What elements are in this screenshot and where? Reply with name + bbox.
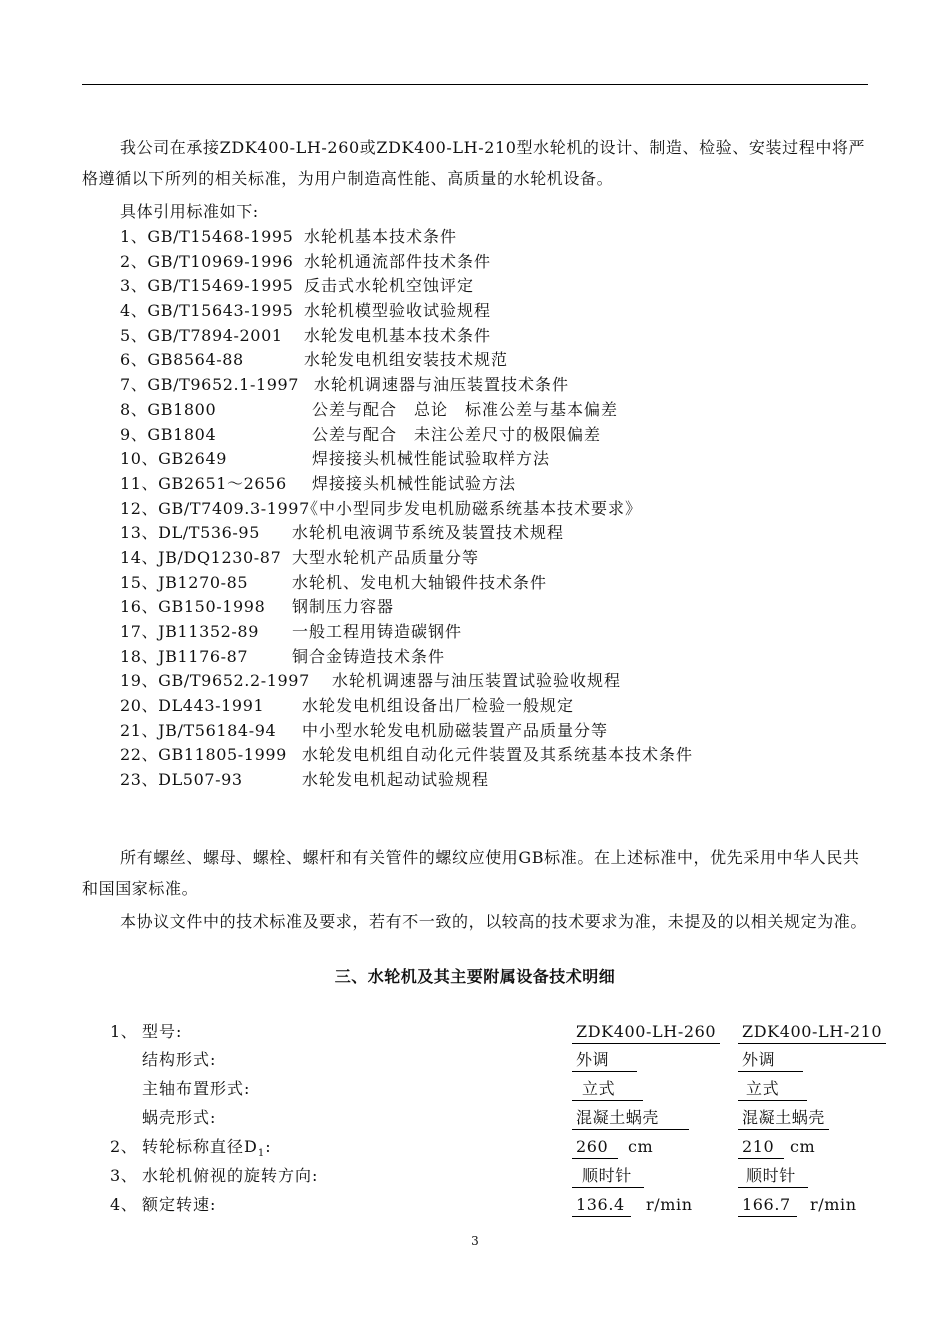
standard-title: 中小型水轮发电机励磁装置产品质量分等 xyxy=(302,720,609,740)
standard-code: 6、GB8564-88 xyxy=(120,350,244,370)
spec-value-a: 顺时针 xyxy=(572,1165,644,1188)
standard-code: 12、GB/T7409.3-1997 xyxy=(120,498,310,518)
spec-value-a: 136.4 xyxy=(572,1194,631,1217)
standard-code: 16、GB150-1998 xyxy=(120,597,266,617)
standard-title: 一般工程用铸造碳钢件 xyxy=(292,622,463,641)
spec-value-a: 混凝土蜗壳 xyxy=(572,1107,689,1130)
standard-code: 10、GB2649 xyxy=(120,449,228,469)
spec-row-runner-diameter xyxy=(0,1133,950,1161)
spec-label: 主轴布置形式: xyxy=(142,1079,251,1098)
spec-value-b: 混凝土蜗壳 xyxy=(738,1107,829,1130)
standard-title: 水轮发电机组自动化元件装置及其系统基本技术条件 xyxy=(302,745,694,765)
spec-value-b: 顺时针 xyxy=(738,1165,808,1188)
standard-title: 水轮机、发电机大轴锻件技术条件 xyxy=(292,572,548,592)
spec-number: 1、 xyxy=(110,1022,138,1041)
note-paragraph-2: 本协议文件中的技术标准及要求，若有不一致的，以较高的技术要求为准，未提及的以相关规定为准。 xyxy=(120,912,868,931)
spec-value-a: 立式 xyxy=(572,1078,643,1101)
standard-title: 水轮发电机组设备出厂检验一般规定 xyxy=(302,696,575,716)
standard-title: 焊接接头机械性能试验取样方法 xyxy=(312,449,551,469)
standard-code: 18、JB1176-87 xyxy=(120,646,249,666)
standard-title: 水轮机调速器与油压装置试验验收规程 xyxy=(332,671,622,691)
spec-value-b: ZDK400-LH-210 xyxy=(738,1021,886,1044)
spec-unit-b: cm xyxy=(790,1137,816,1156)
standard-code: 11、GB2651～2656 xyxy=(120,473,287,493)
spec-row-shaft-layout xyxy=(0,1075,950,1103)
section-heading: 三、水轮机及其主要附属设备技术明细 xyxy=(334,967,616,986)
standard-title: 铜合金铸造技术条件 xyxy=(292,646,446,666)
spec-value-b: 210 xyxy=(738,1136,784,1159)
intro-paragraph: 我公司在承接ZDK400-LH-260或ZDK400-LH-210型水轮机的设计、制造、检验、安装过程中将严格遵循以下所列的相关标准，为用户制造高性能、高质量的水轮机设备。 xyxy=(82,138,866,188)
standard-code: 7、GB/T9652.1-1997 xyxy=(120,375,300,395)
spec-label: 蜗壳形式: xyxy=(142,1108,217,1127)
spec-label-colon: : xyxy=(265,1137,272,1156)
spec-value-a: ZDK400-LH-260 xyxy=(572,1021,720,1044)
spec-value-b: 166.7 xyxy=(738,1194,797,1217)
spec-unit-b: r/min xyxy=(810,1195,857,1214)
standard-title: 水轮机电液调节系统及装置技术规程 xyxy=(292,523,565,543)
spec-label: 型号: xyxy=(142,1022,183,1041)
standard-title: 大型水轮机产品质量分等 xyxy=(292,547,480,567)
standard-code: 19、GB/T9652.2-1997 xyxy=(120,671,310,691)
standard-code: 5、GB/T7894-2001 xyxy=(120,325,283,345)
standard-code: 21、JB/T56184-94 xyxy=(120,720,277,740)
spec-label: 结构形式: xyxy=(142,1050,217,1069)
standards-list-label: 具体引用标准如下: xyxy=(120,202,259,221)
standard-title: 水轮机通流部件技术条件 xyxy=(304,251,492,271)
spec-row-model xyxy=(0,1018,950,1046)
standard-code: 23、DL507-93 xyxy=(120,770,243,790)
spec-number: 4、 xyxy=(110,1195,138,1214)
standard-title: 水轮机模型验收试验规程 xyxy=(304,301,492,321)
standard-code: 22、GB11805-1999 xyxy=(120,745,287,765)
standard-code: 4、GB/T15643-1995 xyxy=(120,301,294,321)
standard-code: 9、GB1804 xyxy=(120,424,217,444)
standard-title: 焊接接头机械性能试验方法 xyxy=(312,473,517,493)
standard-code: 8、GB1800 xyxy=(120,399,217,419)
spec-label: 水轮机俯视的旋转方向: xyxy=(142,1166,319,1185)
standard-title: 水轮机基本技术条件 xyxy=(304,227,458,246)
spec-unit-a: r/min xyxy=(646,1195,693,1214)
spec-row-rated-speed xyxy=(0,1191,950,1219)
spec-row-rotation xyxy=(0,1162,950,1190)
standard-title: 《中小型同步发电机励磁系统基本技术要求》 xyxy=(302,498,643,518)
standard-title: 反击式水轮机空蚀评定 xyxy=(304,276,475,296)
standard-title: 钢制压力容器 xyxy=(292,597,395,617)
standard-code: 15、JB1270-85 xyxy=(120,572,249,592)
spec-row-casing xyxy=(0,1104,950,1132)
standard-code: 13、DL/T536-95 xyxy=(120,523,260,543)
spec-value-b: 立式 xyxy=(738,1078,807,1101)
standard-code: 17、JB11352-89 xyxy=(120,622,259,641)
spec-number: 3、 xyxy=(110,1166,138,1185)
header-rule xyxy=(82,84,868,85)
note-paragraph-1: 所有螺丝、螺母、螺栓、螺杆和有关管件的螺纹应使用GB标准。在上述标准中，优先采用中华人民共和国国家标准。 xyxy=(82,848,860,898)
spec-row-structure xyxy=(0,1046,950,1074)
standard-code: 1、GB/T15468-1995 xyxy=(120,227,294,246)
spec-label: 额定转速: xyxy=(142,1195,217,1214)
spec-value-a: 外调 xyxy=(572,1049,637,1072)
standard-title: 水轮发电机基本技术条件 xyxy=(304,325,492,345)
spec-number: 2、 xyxy=(110,1137,138,1156)
standard-title: 水轮发电机组安装技术规范 xyxy=(304,350,509,370)
spec-value-a: 260 xyxy=(572,1136,618,1159)
standard-code: 3、GB/T15469-1995 xyxy=(120,276,294,296)
page-number: 3 xyxy=(471,1234,479,1248)
standard-title: 水轮机调速器与油压装置技术条件 xyxy=(314,375,570,395)
spec-value-b: 外调 xyxy=(738,1049,803,1072)
standard-code: 2、GB/T10969-1996 xyxy=(120,251,294,271)
standard-title: 公差与配合 未注公差尺寸的极限偏差 xyxy=(312,424,602,444)
spec-unit-a: cm xyxy=(628,1137,654,1156)
spec-label-subscript: 1 xyxy=(257,1148,266,1160)
standard-code: 20、DL443-1991 xyxy=(120,696,265,716)
standard-title: 水轮发电机起动试验规程 xyxy=(302,770,490,790)
standard-title: 公差与配合 总论 标准公差与基本偏差 xyxy=(312,399,619,419)
spec-label-text: 转轮标称直径D xyxy=(142,1137,258,1156)
standard-code: 14、JB/DQ1230-87 xyxy=(120,547,282,567)
